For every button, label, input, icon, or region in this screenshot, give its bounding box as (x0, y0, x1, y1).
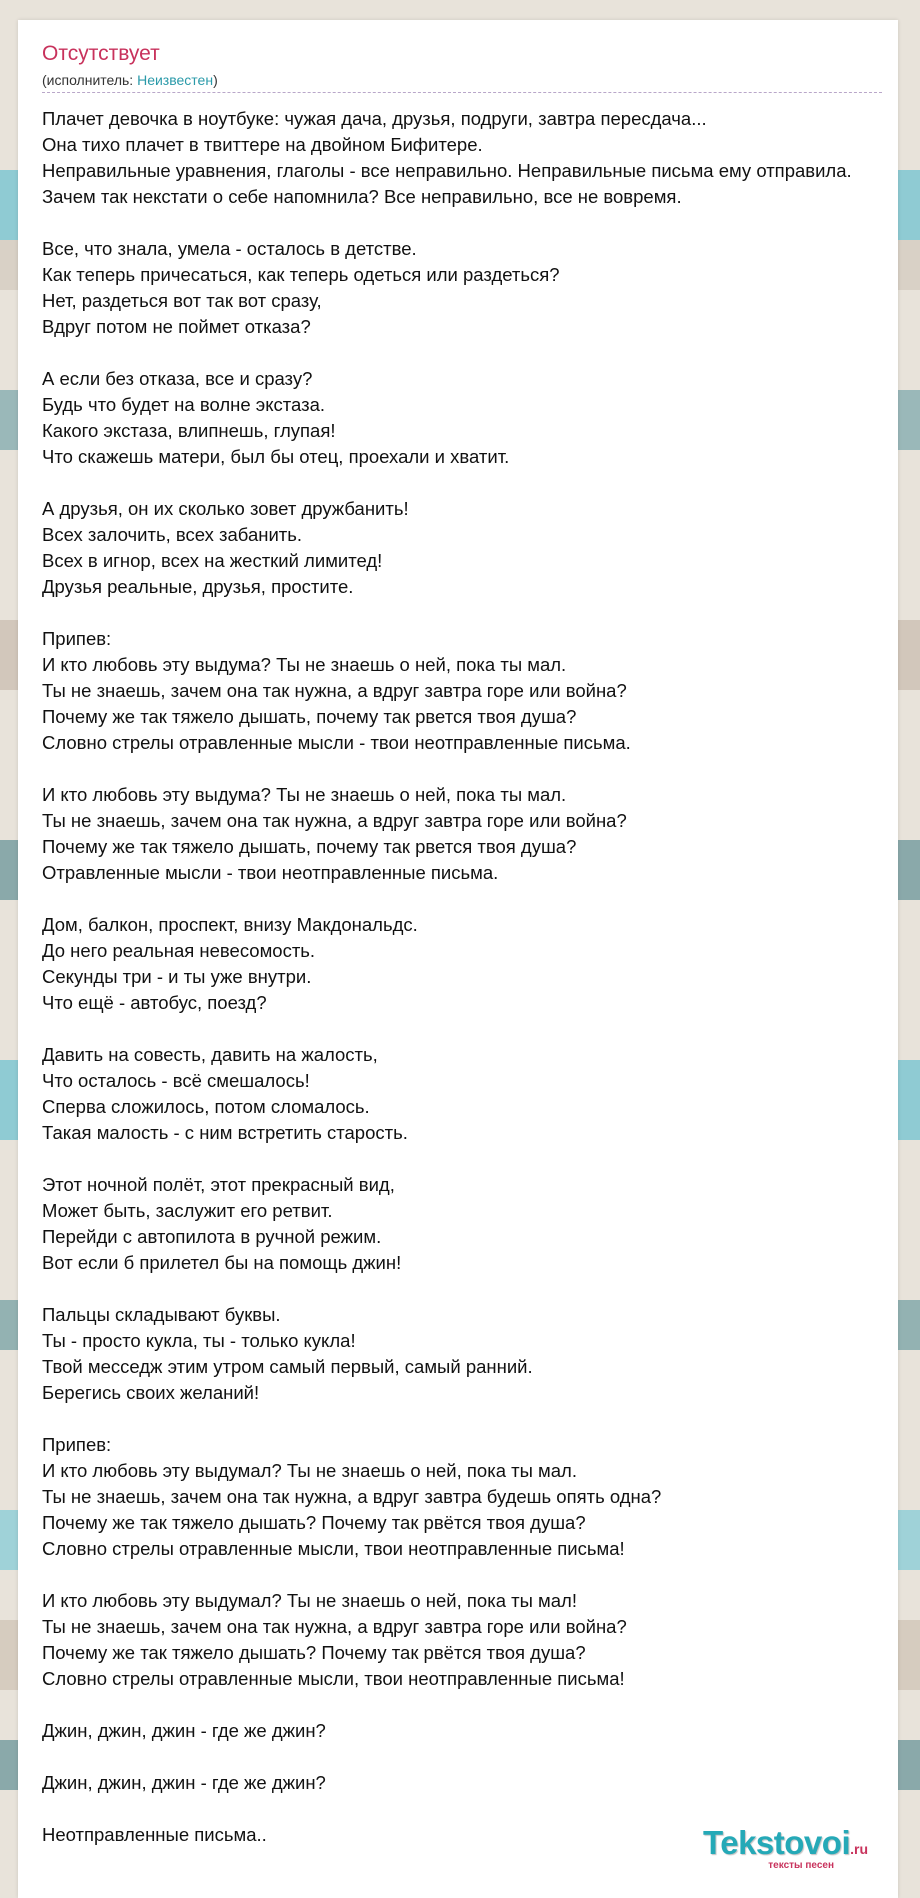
lyrics-line: До него реальная невесомость. (42, 940, 316, 961)
lyrics-line: Почему же так тяжело дышать? Почему так рвётся твоя душа? (42, 1512, 586, 1533)
lyrics-stanza (42, 782, 902, 886)
lyrics-line: Неправильные уравнения, глаголы - все неправильно. Неправильные письма ему отправила. (42, 160, 852, 181)
lyrics-line: Припев: (42, 1434, 112, 1455)
lyrics-line: Ты не знаешь, зачем она так нужна, а вдруг завтра горе или война? (42, 680, 627, 701)
lyrics-line: Может быть, заслужит его ретвит. (42, 1200, 333, 1221)
lyrics-line: Будь что будет на волне экстаза. (42, 394, 326, 415)
logo-domain: .ru (850, 1841, 868, 1857)
lyrics-line: Джин, джин, джин - где же джин? (42, 1720, 326, 1741)
lyrics-line: И кто любовь эту выдумал? Ты не знаешь о ней, пока ты мал! (42, 1590, 577, 1611)
lyrics-line: Такая малость - с ним встретить старость. (42, 1122, 408, 1143)
lyrics-line: Что скажешь матери, был бы отец, проехали и хватит. (42, 446, 510, 467)
title-divider (42, 92, 882, 93)
lyrics-stanza (42, 1432, 902, 1562)
lyrics-stanza (42, 236, 902, 340)
lyrics-stanza (42, 366, 902, 470)
lyrics-line: Как теперь причесаться, как теперь одеться или раздеться? (42, 264, 560, 285)
lyrics-body (42, 106, 902, 1874)
lyrics-line: И кто любовь эту выдума? Ты не знаешь о ней, пока ты мал. (42, 654, 567, 675)
lyrics-line: И кто любовь эту выдума? Ты не знаешь о ней, пока ты мал. (42, 784, 567, 805)
lyrics-line: Припев: (42, 628, 112, 649)
lyrics-line: Всех залочить, всех забанить. (42, 524, 303, 545)
performer-suffix: ) (213, 72, 218, 88)
lyrics-line: Зачем так некстати о себе напомнила? Все неправильно, все не вовремя. (42, 186, 682, 207)
lyrics-stanza (42, 496, 902, 600)
lyrics-line: Сперва сложилось, потом сломалось. (42, 1096, 370, 1117)
performer-link[interactable]: Неизвестен (137, 72, 214, 88)
lyrics-stanza (42, 1172, 902, 1276)
performer-prefix: (исполнитель: (42, 72, 138, 88)
lyrics-line: А если без отказа, все и сразу? (42, 368, 313, 389)
lyrics-line: Она тихо плачет в твиттере на двойном Бифитере. (42, 134, 483, 155)
site-logo[interactable] (703, 1824, 868, 1871)
lyrics-line: Пальцы складывают буквы. (42, 1304, 281, 1325)
lyrics-line: А друзья, он их сколько зовет дружбанить! (42, 498, 409, 519)
lyrics-line: Что ещё - автобус, поезд? (42, 992, 267, 1013)
lyrics-line: Словно стрелы отравленные мысли - твои неотправленные письма. (42, 732, 631, 753)
lyrics-line: Почему же так тяжело дышать? Почему так рвётся твоя душа? (42, 1642, 586, 1663)
lyrics-line: Ты не знаешь, зачем она так нужна, а вдруг завтра горе или война? (42, 1616, 627, 1637)
lyrics-line: Нет, раздеться вот так вот сразу, (42, 290, 322, 311)
lyrics-line: Твой месседж этим утром самый первый, самый ранний. (42, 1356, 533, 1377)
lyrics-line: Дом, балкон, проспект, внизу Макдональдс. (42, 914, 418, 935)
lyrics-stanza (42, 1302, 902, 1406)
lyrics-line: Что осталось - всё смешалось! (42, 1070, 310, 1091)
lyrics-line: И кто любовь эту выдумал? Ты не знаешь о ней, пока ты мал. (42, 1460, 577, 1481)
lyrics-line: Всех в игнор, всех на жесткий лимитед! (42, 550, 383, 571)
lyrics-line: Ты не знаешь, зачем она так нужна, а вдруг завтра будешь опять одна? (42, 1486, 662, 1507)
lyrics-line: Словно стрелы отравленные мысли, твои неотправленные письма! (42, 1538, 625, 1559)
lyrics-line: Секунды три - и ты уже внутри. (42, 966, 312, 987)
lyrics-line: Этот ночной полёт, этот прекрасный вид, (42, 1174, 395, 1195)
lyrics-line: Словно стрелы отравленные мысли, твои неотправленные письма! (42, 1668, 625, 1689)
lyrics-stanza (42, 1770, 902, 1796)
performer-line (42, 72, 218, 88)
lyrics-line: Плачет девочка в ноутбуке: чужая дача, друзья, подруги, завтра пересдача... (42, 108, 707, 129)
lyrics-line: Ты - просто кукла, ты - только кукла! (42, 1330, 356, 1351)
lyrics-line: Перейди с автопилота в ручной режим. (42, 1226, 382, 1247)
lyrics-line: Ты не знаешь, зачем она так нужна, а вдруг завтра горе или война? (42, 810, 627, 831)
lyrics-line: Неотправленные письма.. (42, 1824, 267, 1845)
lyrics-stanza (42, 1718, 902, 1744)
lyrics-line: Вдруг потом не поймет отказа? (42, 316, 311, 337)
lyrics-stanza (42, 1588, 902, 1692)
lyrics-stanza (42, 912, 902, 1016)
logo-tagline: тексты песен (768, 1860, 834, 1871)
logo-name: Tekstovoi (703, 1824, 851, 1861)
lyrics-line: Джин, джин, джин - где же джин? (42, 1772, 326, 1793)
lyrics-line: Какого экстаза, влипнешь, глупая! (42, 420, 336, 441)
lyrics-card (18, 20, 898, 1898)
lyrics-line: Почему же так тяжело дышать, почему так рвется твоя душа? (42, 706, 577, 727)
lyrics-line: Отравленные мысли - твои неотправленные письма. (42, 862, 499, 883)
lyrics-stanza (42, 626, 902, 756)
lyrics-line: Вот если б прилетел бы на помощь джин! (42, 1252, 402, 1273)
lyrics-line: Берегись своих желаний! (42, 1382, 260, 1403)
lyrics-line: Все, что знала, умела - осталось в детстве. (42, 238, 417, 259)
lyrics-line: Давить на совесть, давить на жалость, (42, 1044, 378, 1065)
lyrics-stanza (42, 106, 902, 210)
lyrics-line: Почему же так тяжело дышать, почему так рвется твоя душа? (42, 836, 577, 857)
lyrics-stanza (42, 1042, 902, 1146)
lyrics-line: Друзья реальные, друзья, простите. (42, 576, 354, 597)
song-title: Отсутствует (42, 42, 160, 65)
